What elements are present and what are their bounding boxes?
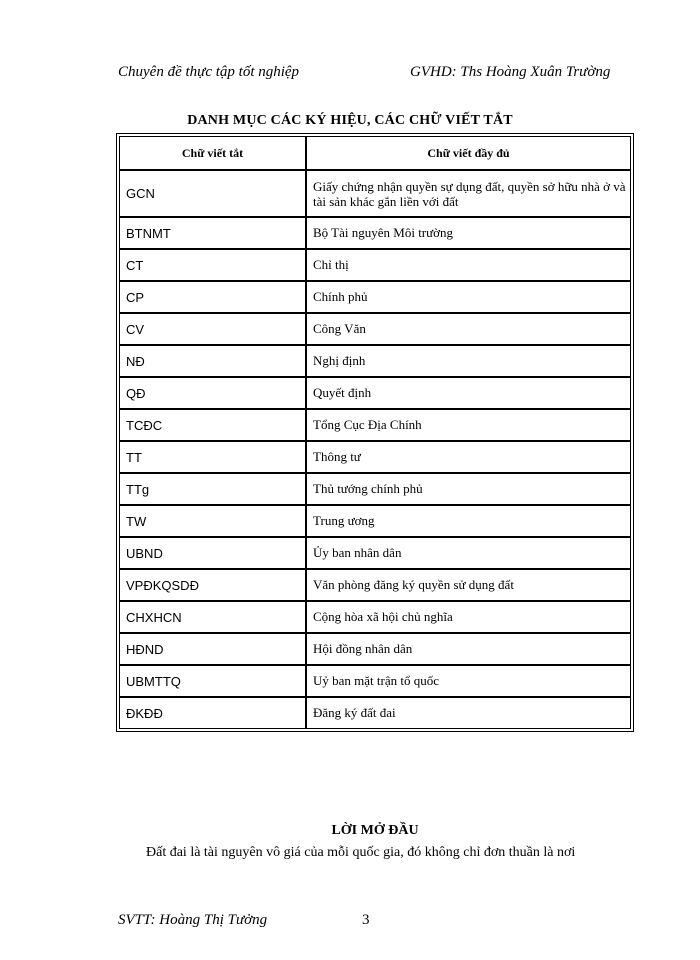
full-cell: Tổng Cục Địa Chính xyxy=(306,409,631,441)
full-cell: Công Văn xyxy=(306,313,631,345)
full-cell: Trung ương xyxy=(306,505,631,537)
abbr-cell: GCN xyxy=(119,170,306,217)
table-row xyxy=(119,377,631,409)
full-cell: Giấy chứng nhận quyền sự dụng đất, quyền sở hữu nhà ở và tài sản khác gắn liền với đất xyxy=(306,170,631,217)
table-row xyxy=(119,697,631,729)
intro-paragraph: Đất đai là tài nguyên vô giá của mỗi quốc gia, đó không chỉ đơn thuần là nơi xyxy=(146,845,576,860)
table-row xyxy=(119,633,631,665)
abbr-cell: TW xyxy=(119,505,306,537)
page-number: 3 xyxy=(362,912,370,928)
abbr-cell: CP xyxy=(119,281,306,313)
table-row xyxy=(119,505,631,537)
table-row xyxy=(119,473,631,505)
table-row xyxy=(119,217,631,249)
full-cell: Uỷ ban mặt trận tổ quốc xyxy=(306,665,631,697)
abbr-cell: BTNMT xyxy=(119,217,306,249)
abbr-cell: HĐND xyxy=(119,633,306,665)
abbr-cell: CHXHCN xyxy=(119,601,306,633)
column-header-abbr: Chữ viết tắt xyxy=(119,136,306,170)
table-row xyxy=(119,249,631,281)
table-row xyxy=(119,537,631,569)
table-row xyxy=(119,409,631,441)
abbr-cell: UBND xyxy=(119,537,306,569)
table-row xyxy=(119,441,631,473)
table-row xyxy=(119,601,631,633)
abbr-cell: TCĐC xyxy=(119,409,306,441)
full-cell: Hội đồng nhân dân xyxy=(306,633,631,665)
abbr-cell: TT xyxy=(119,441,306,473)
full-cell: Thông tư xyxy=(306,441,631,473)
abbr-cell: ĐKĐĐ xyxy=(119,697,306,729)
abbr-cell: NĐ xyxy=(119,345,306,377)
abbr-cell: TTg xyxy=(119,473,306,505)
header-left-title: Chuyên đề thực tập tốt nghiệp xyxy=(118,64,300,80)
full-cell: Ủy ban nhân dân xyxy=(306,537,631,569)
table-row xyxy=(119,313,631,345)
abbr-cell: CV xyxy=(119,313,306,345)
full-cell: Chính phủ xyxy=(306,281,631,313)
table-row xyxy=(119,281,631,313)
column-header-full: Chữ viết đầy đủ xyxy=(306,136,631,170)
full-cell: Văn phòng đăng ký quyền sử dụng đất xyxy=(306,569,631,601)
abbr-cell: UBMTTQ xyxy=(119,665,306,697)
table-row xyxy=(119,569,631,601)
table-title: DANH MỤC CÁC KÝ HIỆU, CÁC CHỮ VIẾT TẮT xyxy=(187,113,513,128)
table-row xyxy=(119,170,631,217)
full-cell: Đăng ký đất đai xyxy=(306,697,631,729)
full-cell: Nghị định xyxy=(306,345,631,377)
table-row xyxy=(119,345,631,377)
full-cell: Bộ Tài nguyên Môi trường xyxy=(306,217,631,249)
full-cell: Chỉ thị xyxy=(306,249,631,281)
footer-author: SVTT: Hoàng Thị Tưởng xyxy=(118,912,268,928)
header-right-advisor: GVHD: Ths Hoàng Xuân Trường xyxy=(410,64,611,80)
full-cell: Quyết định xyxy=(306,377,631,409)
abbr-cell: QĐ xyxy=(119,377,306,409)
section-title: LỜI MỞ ĐẦU xyxy=(331,823,419,838)
abbr-cell: VPĐKQSDĐ xyxy=(119,569,306,601)
table-row xyxy=(119,665,631,697)
full-cell: Thủ tướng chính phủ xyxy=(306,473,631,505)
full-cell: Cộng hòa xã hội chủ nghĩa xyxy=(306,601,631,633)
abbreviation-table xyxy=(116,133,634,732)
abbr-cell: CT xyxy=(119,249,306,281)
